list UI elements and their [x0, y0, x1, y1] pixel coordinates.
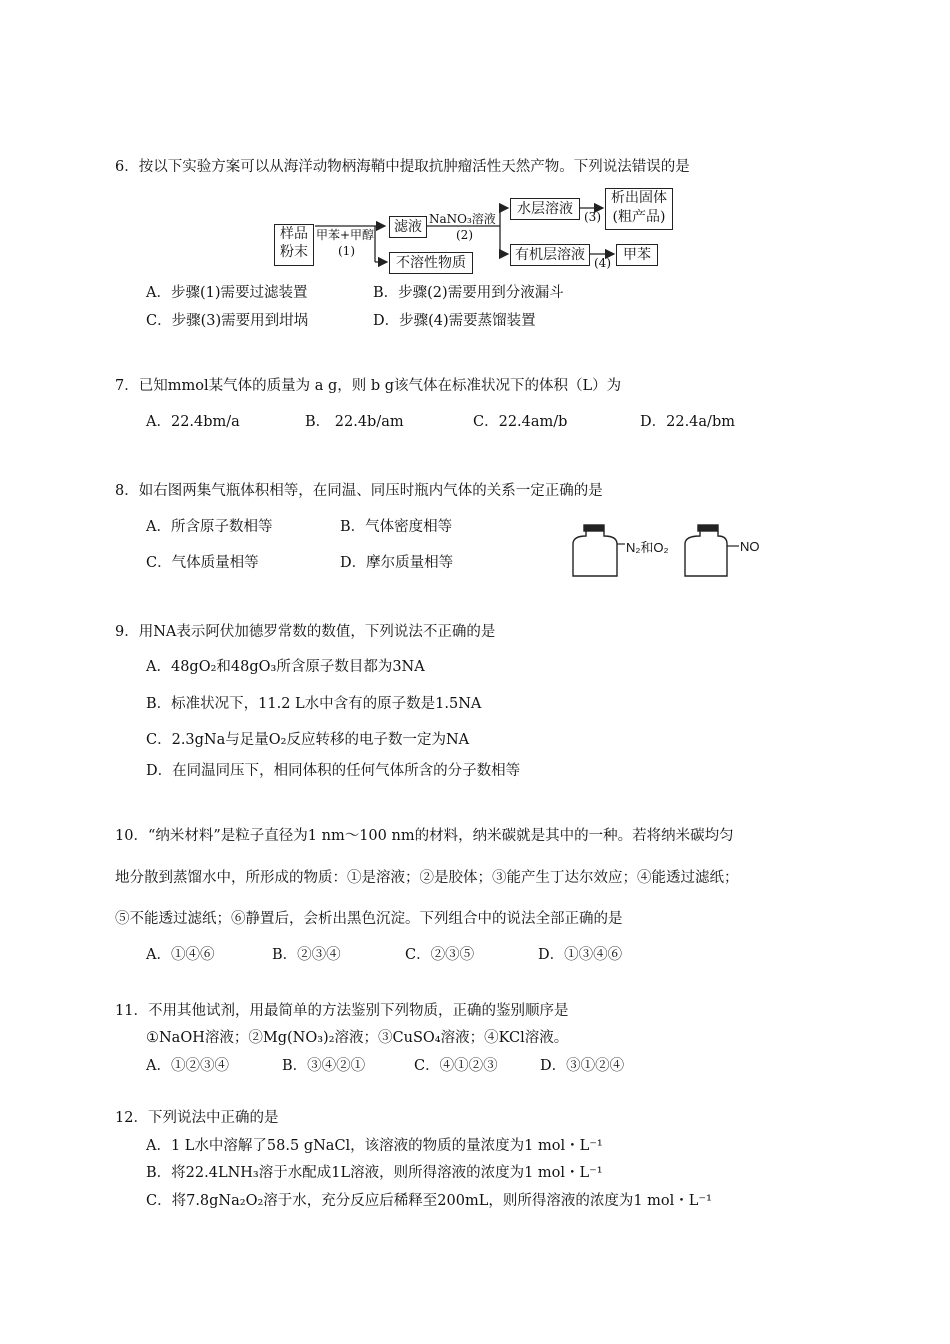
- q10-option-c: C．②③⑤: [405, 947, 475, 963]
- bottle-2-label: NO: [740, 539, 760, 554]
- bottle-2-icon: [685, 525, 727, 576]
- q6-option-d: D．步骤(4)需要蒸馏装置: [373, 313, 536, 329]
- q11-option-b: B．③④②①: [282, 1058, 366, 1074]
- label-reagent: 甲苯+甲醇: [316, 228, 375, 242]
- label-nano3: NaNO₃溶液: [429, 212, 496, 226]
- box-crude-solid: 析出固体(粗产品): [605, 188, 673, 230]
- bottle-1-icon: [573, 525, 617, 576]
- q6-option-b: B．步骤(2)需要用到分液漏斗: [373, 285, 564, 301]
- q10-option-b: B．②③④: [272, 947, 341, 963]
- q8-option-d: D．摩尔质量相等: [340, 555, 454, 571]
- box-filtrate: 滤液: [389, 216, 427, 238]
- q9-option-b: B．标准状况下，11.2 L水中含有的原子数是1.5NA: [146, 696, 482, 712]
- q7-option-a: A．22.4bm/a: [146, 414, 240, 430]
- q10-line-3: ⑤不能透过滤纸；⑥静置后，会析出黑色沉淀。下列组合中的说法全部正确的是: [115, 911, 623, 927]
- box-organic-layer: 有机层溶液: [510, 244, 590, 266]
- q9-stem: 9．用NA表示阿伏加德罗常数的数值，下列说法不正确的是: [115, 624, 496, 640]
- label-step1: (1): [338, 244, 355, 258]
- q11-option-d: D．③①②④: [540, 1058, 625, 1074]
- q7-option-c: C．22.4am/b: [473, 414, 568, 430]
- q10-option-a: A．①④⑥: [146, 947, 215, 963]
- q11-substances: ①NaOH溶液；②Mg(NO₃)₂溶液；③CuSO₄溶液；④KCl溶液。: [146, 1030, 569, 1046]
- bottle-1-label: N₂和O₂: [626, 540, 669, 555]
- q6-option-a: A．步骤(1)需要过滤装置: [146, 285, 308, 301]
- q10-line-2: 地分散到蒸馏水中，所形成的物质：①是溶液；②是胶体；③能产生丁达尔效应；④能透过滤纸；: [115, 870, 739, 886]
- q7-stem: 7．已知mmol某气体的质量为 a g，则 b g该气体在标准状况下的体积（L）为: [115, 378, 622, 394]
- q6-stem: 6．按以下实验方案可以从海洋动物柄海鞘中提取抗肿瘤活性天然产物。下列说法错误的是: [115, 159, 690, 175]
- q11-option-a: A．①②③④: [146, 1058, 229, 1074]
- q10-line-1: 10．“纳米材料”是粒子直径为1 nm～100 nm的材料，纳米碳就是其中的一种。若将纳米碳均匀: [115, 828, 734, 844]
- q8-option-b: B．气体密度相等: [340, 519, 453, 535]
- q11-stem: 11．不用其他试剂，用最简单的方法鉴别下列物质，正确的鉴别顺序是: [115, 1003, 569, 1019]
- q8-option-c: C．气体质量相等: [146, 555, 259, 571]
- flow-arrows: [0, 0, 950, 300]
- label-step2: (2): [456, 228, 473, 242]
- q7-option-d: D．22.4a/bm: [640, 414, 735, 430]
- q7-option-b: B． 22.4b/am: [305, 414, 404, 430]
- q12-option-c: C．将7.8gNa₂O₂溶于水，充分反应后稀释至200mL，则所得溶液的浓度为1 mol・L⁻¹: [146, 1193, 712, 1209]
- label-step3: (3): [584, 210, 601, 224]
- box-toluene: 甲苯: [616, 244, 658, 266]
- q11-option-c: C．④①②③: [414, 1058, 498, 1074]
- q12-stem: 12．下列说法中正确的是: [115, 1110, 279, 1126]
- q8-option-a: A．所含原子数相等: [146, 519, 273, 535]
- q9-option-d: D．在同温同压下，相同体积的任何气体所含的分子数相等: [146, 763, 521, 779]
- box-insoluble: 不溶性物质: [389, 252, 473, 274]
- q9-option-a: A．48gO₂和48gO₃所含原子数目都为3NA: [146, 659, 425, 675]
- box-sample-powder: 样品粉末: [274, 224, 314, 266]
- q12-option-a: A．1 L水中溶解了58.5 gNaCl，该溶液的物质的量浓度为1 mol・L⁻¹: [146, 1138, 603, 1154]
- label-step4: (4): [594, 256, 611, 270]
- q12-option-b: B．将22.4LNH₃溶于水配成1L溶液，则所得溶液的浓度为1 mol・L⁻¹: [146, 1165, 603, 1181]
- q8-stem: 8．如右图两集气瓶体积相等，在同温、同压时瓶内气体的关系一定正确的是: [115, 483, 603, 499]
- q6-option-c: C．步骤(3)需要用到坩埚: [146, 313, 309, 329]
- q9-option-c: C．2.3gNa与足量O₂反应转移的电子数一定为NA: [146, 732, 470, 748]
- q10-option-d: D．①③④⑥: [538, 947, 623, 963]
- box-aqueous-layer: 水层溶液: [510, 198, 580, 220]
